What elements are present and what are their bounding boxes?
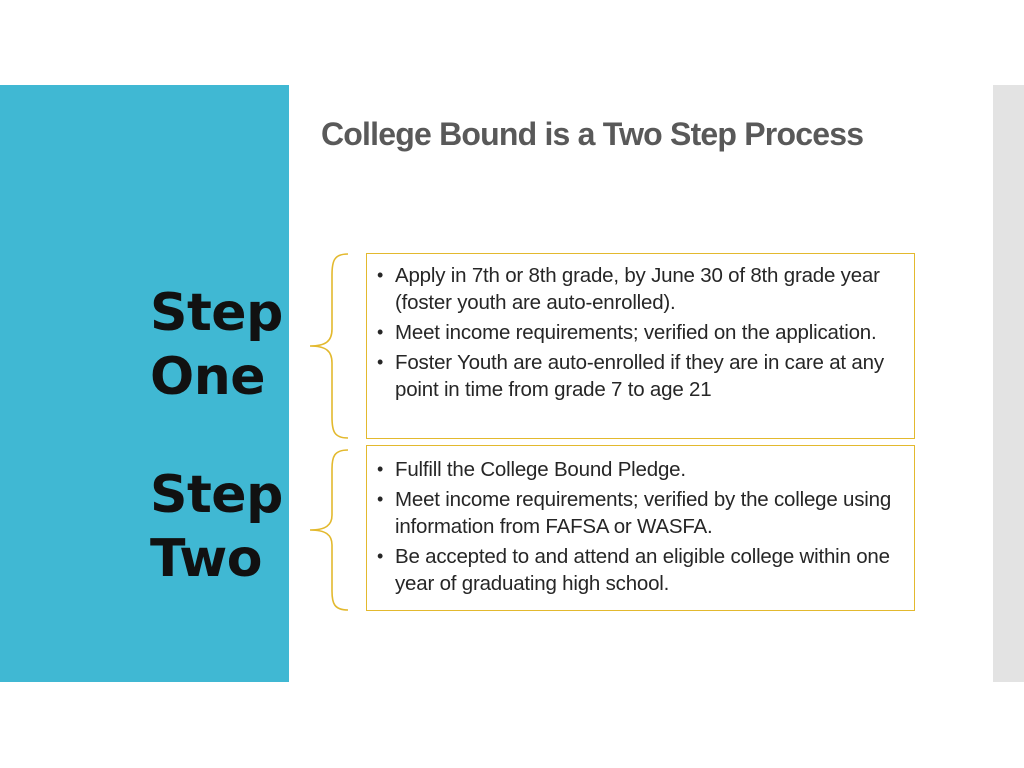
list-item: • Meet income requirements; verified by the college using information from FAFSA or WASFA. [377,488,892,538]
list-item: • Fulfill the College Bound Pledge. [377,458,686,481]
step-two-label-line2: Two [150,529,263,589]
slide [0,85,1024,682]
step-one-brace-icon [308,253,352,439]
bullet-dot-icon: • [377,352,384,372]
list-item: • Be accepted to and attend an eligible college within one year of graduating high school. [377,545,890,595]
bullet-dot-icon: • [377,546,384,566]
bullet-dot-icon: • [377,459,384,479]
step-one-label-line1: Step [150,283,283,343]
step-two-bullet-list [375,456,908,597]
list-item: • Meet income requirements; verified on the application. [377,321,877,344]
step-two-box [366,445,915,611]
slide-title: College Bound is a Two Step Process [321,116,864,152]
right-accent-bar [993,85,1024,682]
step-one-label [150,281,283,409]
step-one-label-line2: One [150,347,265,407]
step-one-bullet-list [375,262,908,403]
step-two-label [150,463,283,591]
list-item: • Foster Youth are auto-enrolled if they are in care at any point in time from grade 7 to age 21 [377,351,884,401]
bullet-dot-icon: • [377,489,384,509]
step-two-brace-icon [308,449,352,611]
step-two-label-line1: Step [150,465,283,525]
bullet-dot-icon: • [377,265,384,285]
step-one-box [366,253,915,439]
bullet-dot-icon: • [377,322,384,342]
list-item: • Apply in 7th or 8th grade, by June 30 of 8th grade year (foster youth are auto-enrolled). [377,264,880,314]
